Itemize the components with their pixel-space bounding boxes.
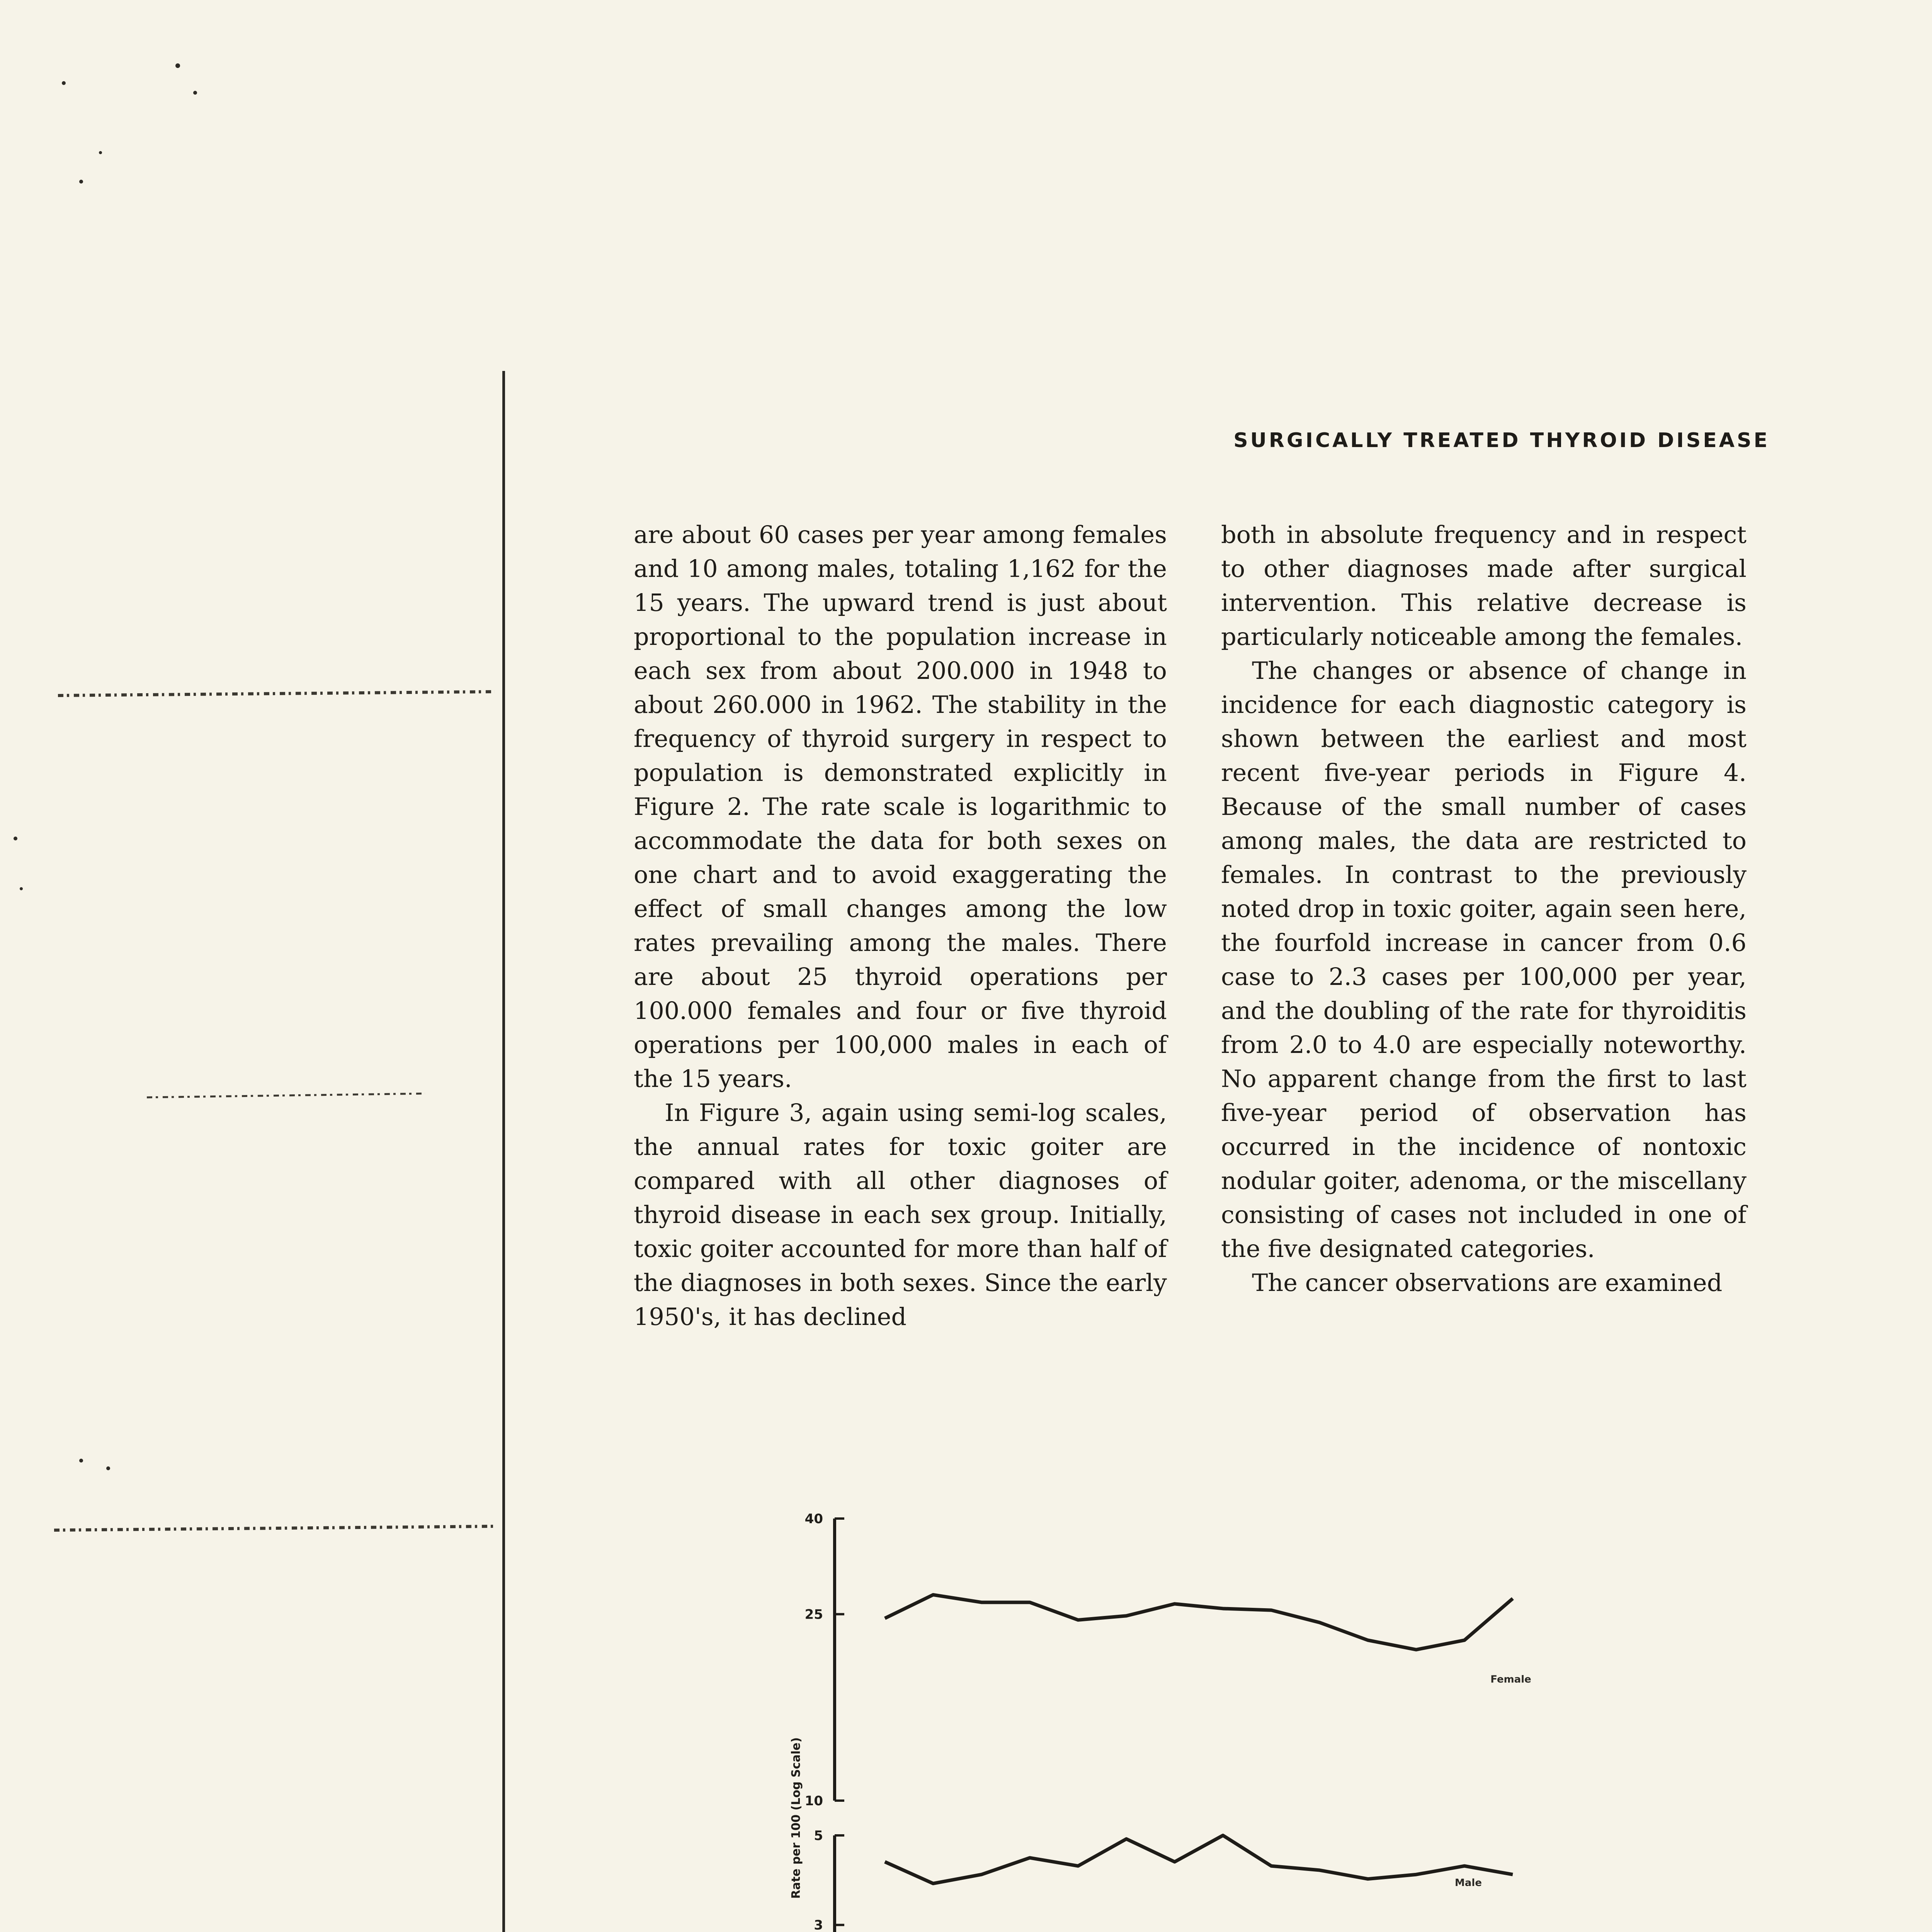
paragraph: The changes or absence of change in incidence for each diagnostic category is shown between the earliest and most recent five-year periods in Figure 4. Because of the small number of cases among males, the data are restricted to females. In contrast to the previously noted drop in toxic goiter, again seen here, the fourfold increase in cancer from 0.6 case to 2.3 cases per 100,000 per year, and the doubling of the rate for thyroiditis from 2.0 to 4.0 are especially noteworthy. No apparent change from the first to last five-year period of observation has occurred in the incidence of nontoxic nodular goiter, adenoma, or the miscellany consisting of cases not included in one of the five designated categories. [1221,656,1747,1263]
y-tick-label: 40 [804,1511,823,1527]
series-label-male: Male [1455,1877,1482,1889]
left-column [634,518,1167,1334]
series-line-male [885,1835,1513,1883]
y-tick-label: 3 [814,1917,823,1932]
y-tick-label: 5 [814,1828,823,1844]
paragraph: The cancer observations are examined [1252,1269,1723,1297]
line-chart [757,1492,1631,1932]
binding-line [502,371,505,1932]
paragraph: are about 60 cases per year among females and 10 among males, totaling 1,162 for the 15 years. The upward trend is just about proportional to the population increase in each sex from about 200.000 in 1948 to about 260.000 in 1962. The stability in the frequency of thyroid surgery in respect to population is demonstrated explicitly in Figure 2. The rate scale is logarithmic to accommodate the data for both sexes on one chart and to avoid exaggerating the effect of small changes among the low rates prevailing among the males. There are about 25 thyroid operations per 100.000 females and four or five thyroid operations per 100,000 males in each of the 15 years. [634,520,1167,1093]
running-head: SURGICALLY TREATED THYROID DISEASE [1233,429,1770,452]
figure-2 [757,1492,1631,1932]
right-column [1221,518,1747,1300]
y-tick-label: 10 [804,1793,823,1809]
series-label-female: Female [1490,1673,1531,1685]
y-axis-label: Rate per 100 (Log Scale) [789,1737,803,1899]
series-line-female [885,1595,1513,1650]
y-tick-label: 25 [804,1607,823,1622]
paragraph: In Figure 3, again using semi-log scales, the annual rates for toxic goiter are compared with all other diagnoses of thyroid disease in each sex group. Initially, toxic goiter accounted for more than half of the diagnoses in both sexes. Since the early 1950's, it has declined [634,1099,1167,1331]
paragraph: both in absolute frequency and in respect to other diagnoses made after surgical intervention. This relative decrease is particularly noticeable among the females. [1221,520,1747,651]
scan-artifacts [0,0,502,1932]
